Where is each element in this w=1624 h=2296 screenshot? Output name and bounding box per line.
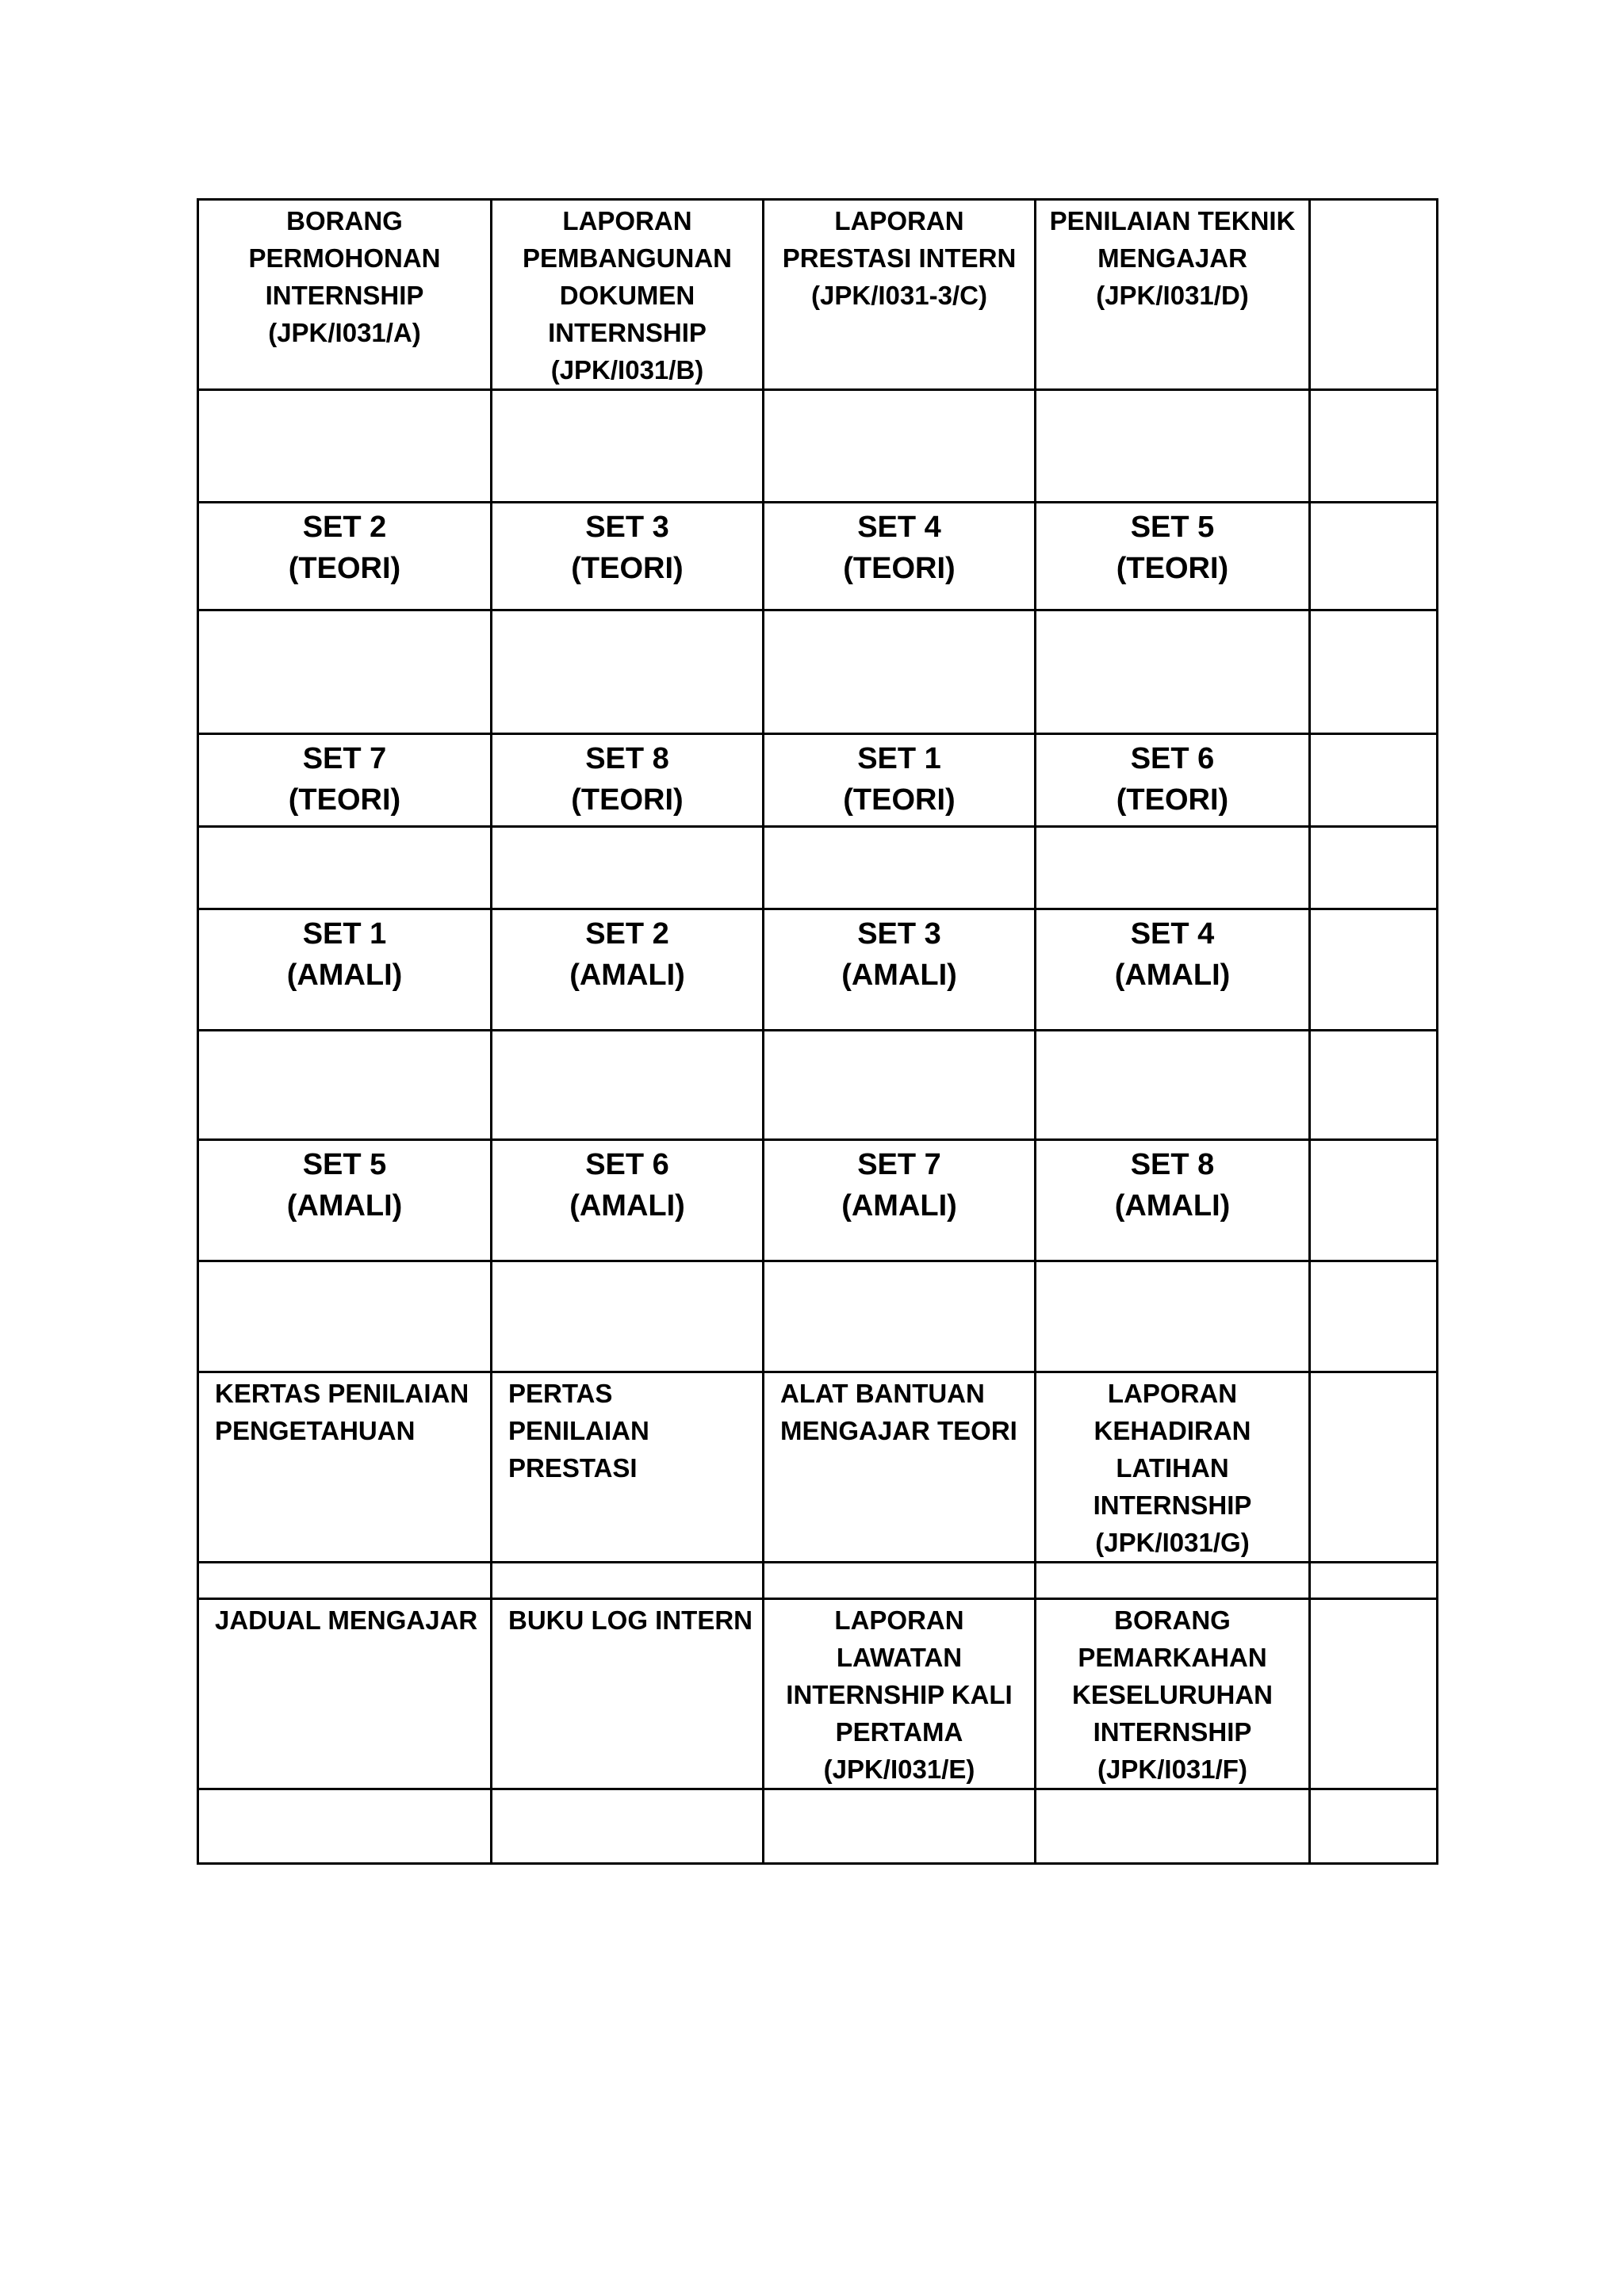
- table-row: [198, 1599, 1438, 1789]
- table-cell-empty: [492, 827, 764, 909]
- table-cell: SET 8 (TEORI): [492, 734, 764, 827]
- table-cell: SET 8 (AMALI): [1036, 1140, 1310, 1261]
- table-row-blank: [198, 390, 1438, 503]
- table-cell-empty: [1310, 1599, 1438, 1789]
- checklist-table: [197, 198, 1438, 1865]
- table-cell-empty: [1310, 1031, 1438, 1140]
- table-cell-empty: [1310, 909, 1438, 1031]
- table-cell-empty: [1310, 610, 1438, 734]
- table-cell-empty: [764, 1031, 1036, 1140]
- table-cell-empty: [198, 390, 492, 503]
- table-cell-empty: [1310, 1372, 1438, 1563]
- table-cell: ALAT BANTUAN MENGAJAR TEORI: [764, 1372, 1036, 1563]
- table-cell-empty: [764, 1563, 1036, 1599]
- table-row: [198, 734, 1438, 827]
- table-row: [198, 1372, 1438, 1563]
- table-cell-empty: [764, 1789, 1036, 1864]
- table-cell: SET 2 (TEORI): [198, 503, 492, 610]
- table-cell: BORANG PERMOHONAN INTERNSHIP (JPK/I031/A): [198, 200, 492, 390]
- table-cell-empty: [492, 390, 764, 503]
- table-cell-empty: [1310, 1261, 1438, 1372]
- table-cell-empty: [198, 1563, 492, 1599]
- table-cell: KERTAS PENILAIAN PENGETAHUAN: [198, 1372, 492, 1563]
- table-cell-empty: [492, 610, 764, 734]
- table-cell-empty: [492, 1031, 764, 1140]
- table-cell-empty: [764, 610, 1036, 734]
- table-cell-empty: [1310, 390, 1438, 503]
- table-cell: SET 6 (AMALI): [492, 1140, 764, 1261]
- table-cell: SET 4 (AMALI): [1036, 909, 1310, 1031]
- table-cell: SET 5 (TEORI): [1036, 503, 1310, 610]
- table-row-blank: [198, 1563, 1438, 1599]
- table-cell-empty: [492, 1261, 764, 1372]
- table-cell: LAPORAN PRESTASI INTERN (JPK/I031-3/C): [764, 200, 1036, 390]
- table-cell: SET 5 (AMALI): [198, 1140, 492, 1261]
- table-row-blank: [198, 1261, 1438, 1372]
- table-cell-empty: [198, 1261, 492, 1372]
- table-cell: SET 2 (AMALI): [492, 909, 764, 1031]
- table-row-blank: [198, 827, 1438, 909]
- table-cell: SET 3 (TEORI): [492, 503, 764, 610]
- table-cell-empty: [764, 1261, 1036, 1372]
- table-row-blank: [198, 1789, 1438, 1864]
- table-cell: JADUAL MENGAJAR: [198, 1599, 492, 1789]
- table-cell: PERTAS PENILAIAN PRESTASI: [492, 1372, 764, 1563]
- table-row-blank: [198, 1031, 1438, 1140]
- table-cell-empty: [1036, 1789, 1310, 1864]
- table-cell: BUKU LOG INTERN: [492, 1599, 764, 1789]
- table-cell: SET 7 (AMALI): [764, 1140, 1036, 1261]
- table-cell-empty: [1036, 827, 1310, 909]
- table-cell: PENILAIAN TEKNIK MENGAJAR (JPK/I031/D): [1036, 200, 1310, 390]
- table-row-blank: [198, 610, 1438, 734]
- table-cell-empty: [1310, 734, 1438, 827]
- table-cell: LAPORAN PEMBANGUNAN DOKUMEN INTERNSHIP (JPK/I031/B): [492, 200, 764, 390]
- table-cell-empty: [1036, 1563, 1310, 1599]
- table-cell-empty: [198, 1789, 492, 1864]
- table-cell: SET 1 (AMALI): [198, 909, 492, 1031]
- table-cell-empty: [1310, 503, 1438, 610]
- table-row: [198, 503, 1438, 610]
- table-row: [198, 909, 1438, 1031]
- table-row: [198, 200, 1438, 390]
- table-row: [198, 1140, 1438, 1261]
- table-cell-empty: [198, 827, 492, 909]
- table-cell-empty: [198, 610, 492, 734]
- table-cell-empty: [492, 1563, 764, 1599]
- table-cell-empty: [1036, 610, 1310, 734]
- table-cell-empty: [198, 1031, 492, 1140]
- table-cell: SET 1 (TEORI): [764, 734, 1036, 827]
- table-cell-empty: [1310, 1563, 1438, 1599]
- table-cell-empty: [1310, 1789, 1438, 1864]
- table-cell-empty: [492, 1789, 764, 1864]
- table-cell: SET 3 (AMALI): [764, 909, 1036, 1031]
- table-cell-empty: [1036, 1261, 1310, 1372]
- table-cell-empty: [1310, 1140, 1438, 1261]
- table-cell: LAPORAN KEHADIRAN LATIHAN INTERNSHIP (JPK/I031/G): [1036, 1372, 1310, 1563]
- table-cell: LAPORAN LAWATAN INTERNSHIP KALI PERTAMA (JPK/I031/E): [764, 1599, 1036, 1789]
- table-cell: SET 7 (TEORI): [198, 734, 492, 827]
- table-cell-empty: [764, 827, 1036, 909]
- table-cell-empty: [1036, 1031, 1310, 1140]
- table-cell-empty: [764, 390, 1036, 503]
- table-cell: SET 6 (TEORI): [1036, 734, 1310, 827]
- table-cell-empty: [1310, 827, 1438, 909]
- table-cell: BORANG PEMARKAHAN KESELURUHAN INTERNSHIP (JPK/I031/F): [1036, 1599, 1310, 1789]
- table-cell-empty: [1310, 200, 1438, 390]
- table-cell-empty: [1036, 390, 1310, 503]
- table-cell: SET 4 (TEORI): [764, 503, 1036, 610]
